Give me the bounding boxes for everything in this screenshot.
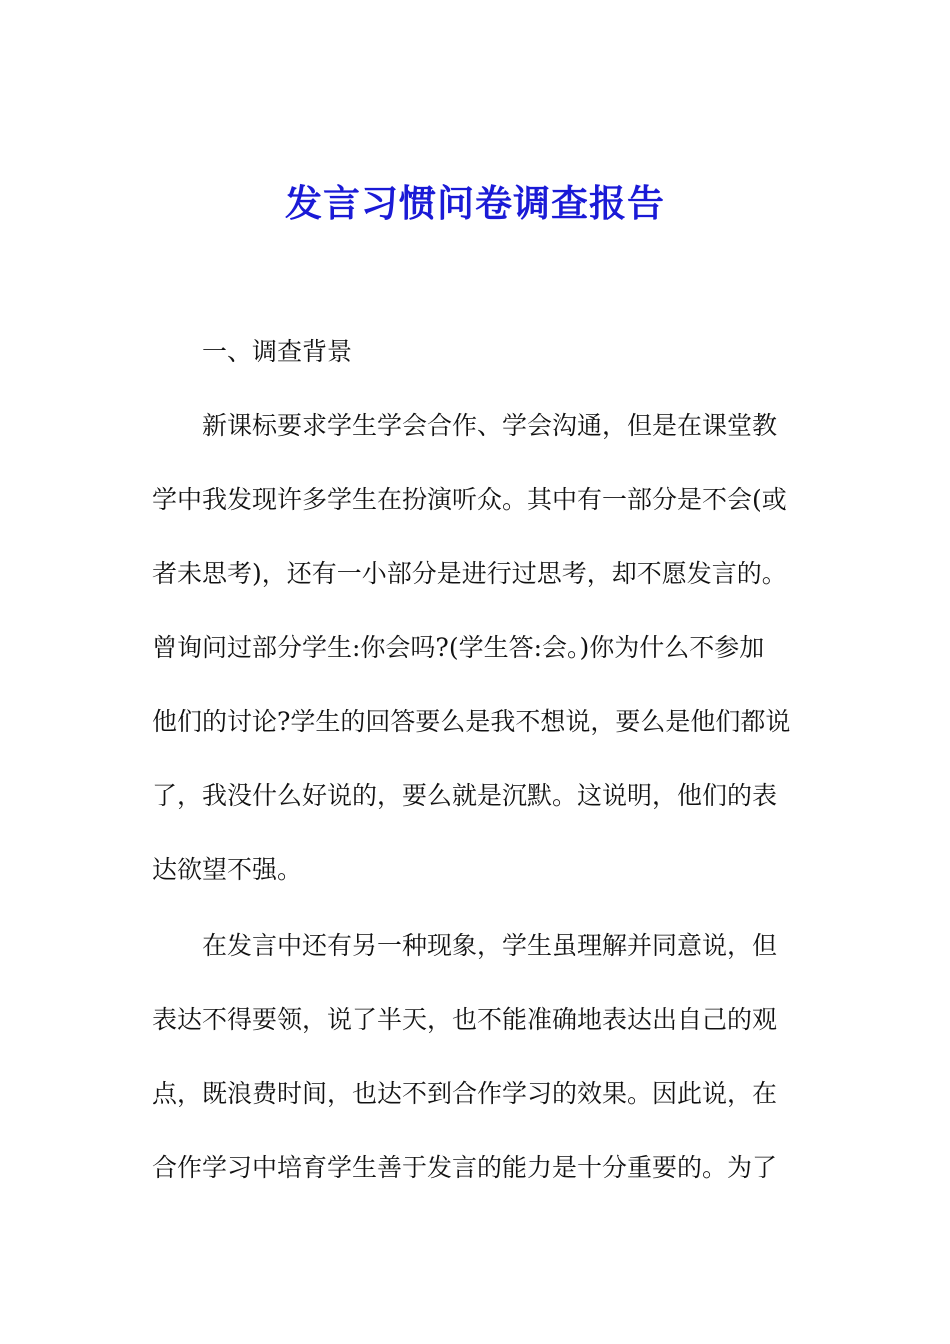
paragraph-line: 表达不得要领，说了半天，也不能准确地表达出自己的观 xyxy=(152,1005,778,1034)
paragraph-line: 曾询问过部分学生:你会吗?(学生答:会。)你为什么不参加 xyxy=(152,633,765,662)
document-title: 发言习惯问卷调查报告 xyxy=(285,181,665,225)
section-heading: 一、调查背景 xyxy=(202,337,353,366)
paragraph-line: 者未思考)，还有一小部分是进行过思考，却不愿发言的。 xyxy=(152,559,787,588)
paragraph-line: 学中我发现许多学生在扮演听众。其中有一部分是不会(或 xyxy=(152,485,787,514)
paragraph-line: 合作学习中培育学生善于发言的能力是十分重要的。为了 xyxy=(152,1153,778,1182)
paragraph-line: 了，我没什么好说的，要么就是沉默。这说明，他们的表 xyxy=(152,781,778,810)
paragraph-line: 点，既浪费时间，也达不到合作学习的效果。因此说，在 xyxy=(152,1079,778,1108)
paragraph-line: 达欲望不强。 xyxy=(152,855,303,884)
paragraph-line: 他们的讨论?学生的回答要么是我不想说，要么是他们都说 xyxy=(152,707,791,736)
paragraph-line: 新课标要求学生学会合作、学会沟通，但是在课堂教 xyxy=(202,411,778,440)
paragraph-line: 在发言中还有另一种现象，学生虽理解并同意说，但 xyxy=(202,931,778,960)
